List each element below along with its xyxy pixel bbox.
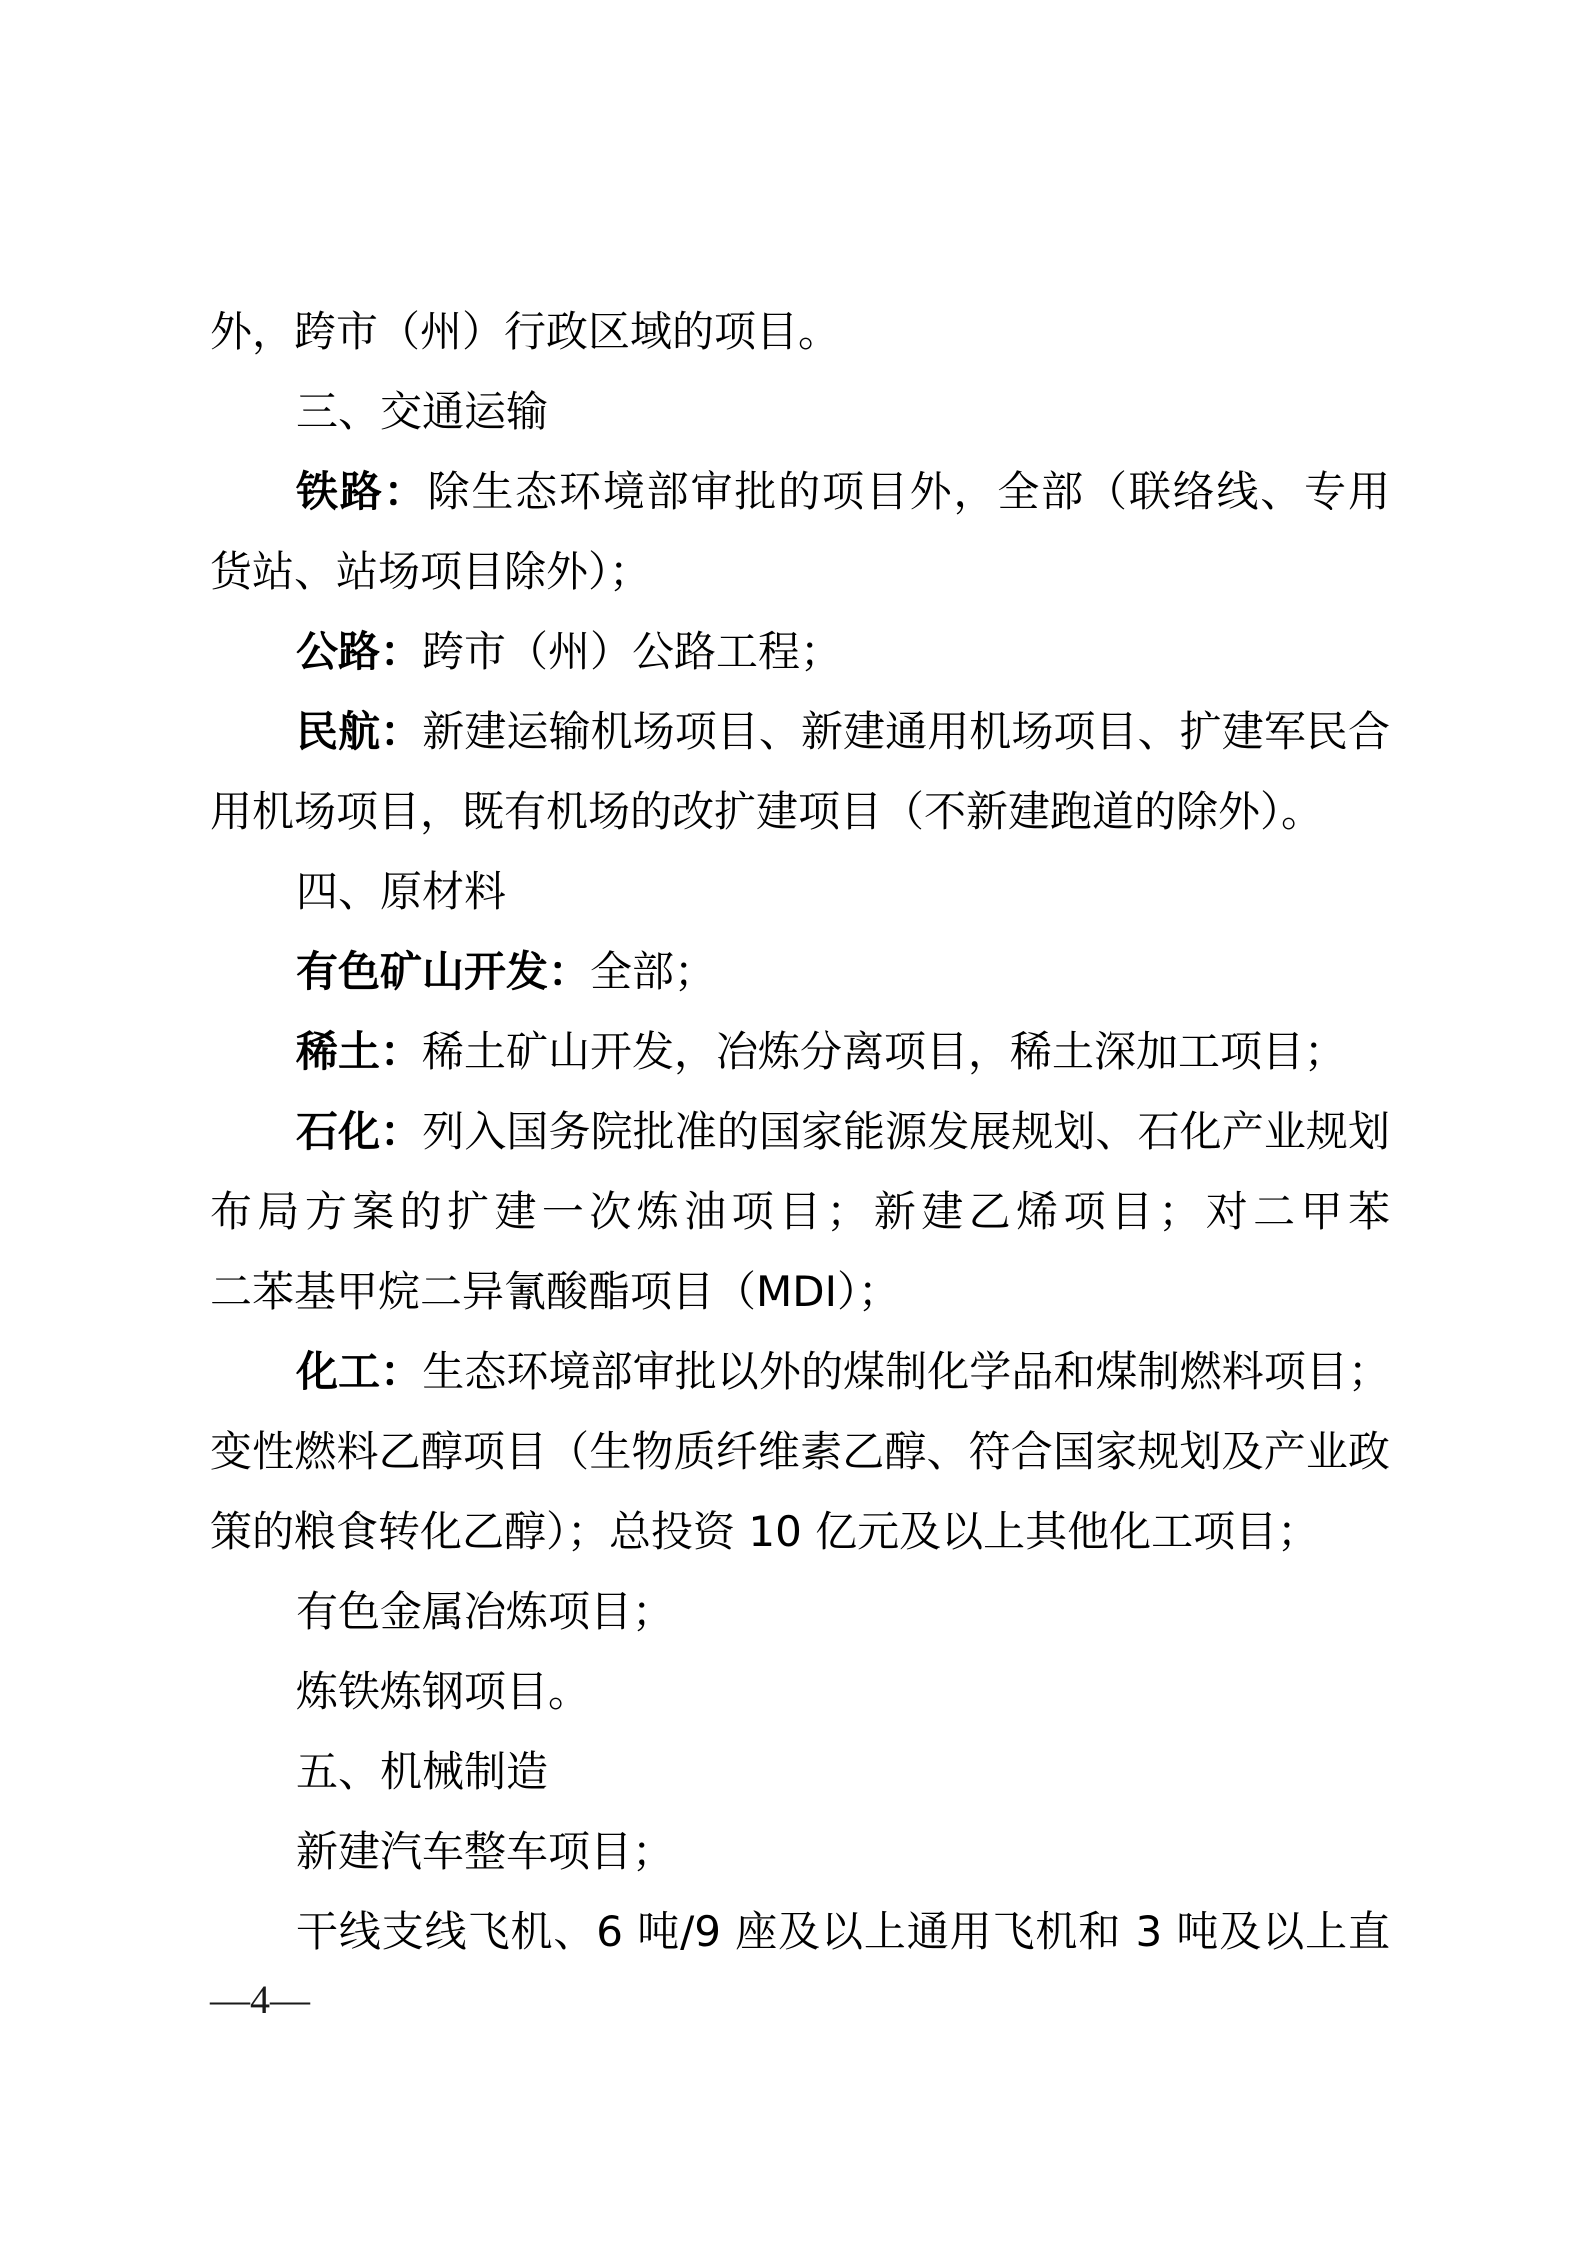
text-line (210, 1252, 1390, 1332)
text-line (210, 292, 1390, 372)
document-body (210, 292, 1390, 1972)
section-heading-machinery (210, 1732, 1390, 1812)
text-line (210, 1332, 1390, 1412)
line-lead-label: 稀土： (296, 1027, 423, 1076)
line-text: 跨市（州）公路工程； (422, 627, 843, 676)
text-line (210, 1172, 1390, 1252)
text-line (210, 1892, 1390, 1972)
text-line (210, 772, 1390, 852)
line-text: 四、原材料 (296, 867, 507, 916)
line-text: 货站、站场项目除外）； (210, 547, 652, 596)
line-text: 生态环境部审批以外的煤制化学品和煤制燃料项目； (422, 1347, 1390, 1396)
line-text: 策的粮食转化乙醇）；总投资 10 亿元及以上其他化工项目； (210, 1507, 1320, 1556)
section-heading-transport (210, 372, 1390, 452)
page-number: —4— (210, 1977, 310, 2022)
line-lead-label: 有色矿山开发： (296, 947, 591, 996)
line-text: 新建运输机场项目、新建通用机场项目、扩建军民合 (422, 707, 1390, 756)
line-text: 列入国务院批准的国家能源发展规划、石化产业规划 (422, 1107, 1390, 1156)
text-line (210, 1092, 1390, 1172)
line-lead-label: 化工： (296, 1347, 423, 1396)
line-text: 用机场项目，既有机场的改扩建项目（不新建跑道的除外）。 (210, 787, 1324, 836)
section-heading-raw-materials (210, 852, 1390, 932)
text-line (210, 532, 1390, 612)
text-line (210, 1012, 1390, 1092)
text-line (210, 452, 1390, 532)
line-text: 五、机械制造 (296, 1747, 549, 1796)
text-line (210, 1412, 1390, 1492)
text-line (210, 932, 1390, 1012)
line-text: 稀土矿山开发，冶炼分离项目，稀土深加工项目； (422, 1027, 1347, 1076)
line-lead-label: 铁路： (296, 467, 428, 516)
line-text: 外，跨市（州）行政区域的项目。 (210, 307, 841, 356)
line-lead-label: 石化： (296, 1107, 423, 1156)
line-text: 新建汽车整车项目； (296, 1827, 675, 1876)
line-text: 变性燃料乙醇项目（生物质纤维素乙醇、符合国家规划及产业政 (210, 1427, 1390, 1476)
text-line (210, 612, 1390, 692)
line-text: 全部； (590, 947, 717, 996)
text-line (210, 1492, 1390, 1572)
line-lead-label: 公路： (296, 627, 423, 676)
line-text: 二苯基甲烷二异氰酸酯项目（MDI）； (210, 1267, 900, 1316)
line-text: 有色金属冶炼项目； (296, 1587, 675, 1636)
text-line (210, 1652, 1390, 1732)
line-text: 炼铁炼钢项目。 (296, 1667, 591, 1716)
text-line (210, 1572, 1390, 1652)
line-text: 除生态环境部审批的项目外，全部（联络线、专用 (427, 467, 1390, 516)
line-text: 三、交通运输 (296, 387, 549, 436)
line-lead-label: 民航： (296, 707, 423, 756)
text-line (210, 1812, 1390, 1892)
line-text: 干线支线飞机、6 吨/9 座及以上通用飞机和 3 吨及以上直 (296, 1907, 1390, 1956)
line-text: 布局方案的扩建一次炼油项目；新建乙烯项目；对二甲苯 (210, 1187, 1390, 1236)
text-line (210, 692, 1390, 772)
